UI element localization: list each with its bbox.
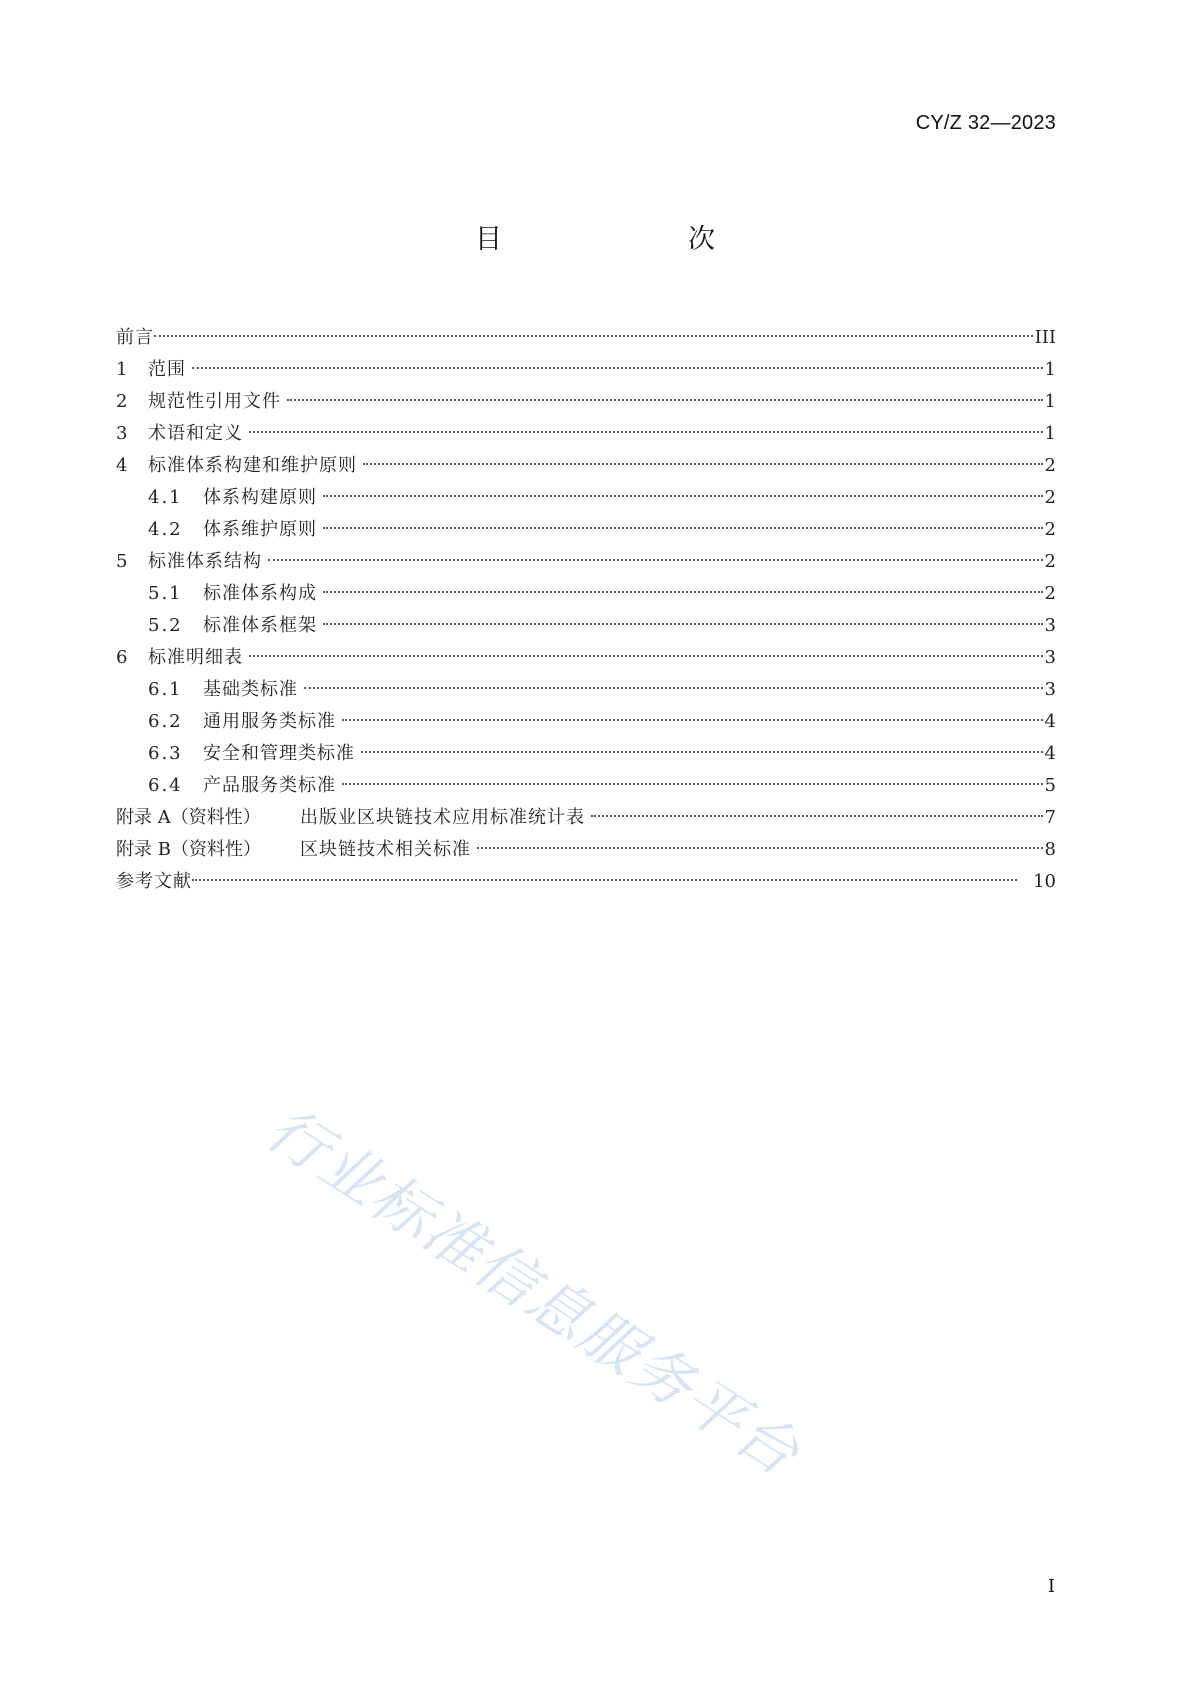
toc-leader-dots — [477, 847, 1043, 849]
toc-page-number: 3 — [1044, 615, 1056, 636]
toc-leader-dots — [192, 879, 1017, 881]
toc-entry-number: 2 — [116, 391, 128, 412]
toc-entry-title: 区块链技术相关标准 — [300, 839, 471, 860]
toc-page-number: 1 — [1044, 423, 1056, 444]
toc-entry-3[interactable] — [116, 418, 1056, 450]
toc-page-number: 7 — [1044, 807, 1056, 828]
toc-title: 目 次 — [475, 224, 759, 255]
toc-entry-4[interactable] — [116, 450, 1056, 482]
toc-page-number: 5 — [1044, 775, 1056, 796]
toc-entry-title: 通用服务类标准 — [203, 711, 336, 732]
toc-entry-4-1[interactable] — [116, 482, 1056, 514]
toc-entry-title: 基础类标准 — [203, 679, 298, 700]
toc-leader-dots — [591, 815, 1043, 817]
toc-entry-title: 体系构建原则 — [203, 487, 317, 508]
toc-appendix-label: 附录 A（资料性） — [116, 807, 261, 828]
toc-entry-number: 6.4 — [148, 775, 183, 796]
toc-page-number: 2 — [1044, 519, 1056, 540]
toc-entry-4-2[interactable] — [116, 514, 1056, 546]
watermark: 行业标准信息服务平台 — [253, 1093, 812, 1491]
toc-leader-dots — [363, 463, 1043, 465]
toc-entry-title: 术语和定义 — [148, 423, 243, 444]
toc-entry-6-4[interactable] — [116, 770, 1056, 802]
toc-entry-title: 标准体系框架 — [203, 615, 317, 636]
toc-entry-title: 前言 — [116, 327, 154, 348]
toc-page-number: 2 — [1044, 487, 1056, 508]
toc-entry-number: 4 — [116, 455, 128, 476]
toc-entry-number: 3 — [116, 423, 128, 444]
toc-leader-dots — [323, 623, 1043, 625]
toc-page-number: III — [1034, 327, 1056, 348]
toc-entry-6-3[interactable] — [116, 738, 1056, 770]
standard-code: CY/Z 32—2023 — [915, 112, 1056, 134]
toc-page-number: 8 — [1044, 839, 1056, 860]
toc-entry-title: 标准明细表 — [148, 647, 243, 668]
toc-page-number: 2 — [1044, 583, 1056, 604]
toc-entry-title: 范围 — [148, 359, 186, 380]
toc-leader-dots — [342, 719, 1043, 721]
toc-page-number: 1 — [1044, 359, 1056, 380]
toc-entry-5-1[interactable] — [116, 578, 1056, 610]
toc-leader-dots — [323, 527, 1043, 529]
toc-entry-6[interactable] — [116, 642, 1056, 674]
toc-entry-title: 参考文献 — [116, 871, 192, 892]
toc-leader-dots — [249, 655, 1043, 657]
toc-entry-number: 5.1 — [148, 583, 183, 604]
toc-entry-5[interactable] — [116, 546, 1056, 578]
toc-entry-number: 5.2 — [148, 615, 183, 636]
toc-entry-appendix-a[interactable] — [116, 802, 1056, 834]
toc-entry-1[interactable] — [116, 354, 1056, 386]
toc-page-number: 4 — [1044, 711, 1056, 732]
toc-entry-2[interactable] — [116, 386, 1056, 418]
table-of-contents — [116, 322, 1056, 898]
toc-leader-dots — [287, 399, 1043, 401]
toc-entry-number: 4.1 — [148, 487, 183, 508]
toc-entry-title: 体系维护原则 — [203, 519, 317, 540]
toc-leader-dots — [154, 335, 1033, 337]
toc-entry-title: 产品服务类标准 — [203, 775, 336, 796]
toc-page-number: 2 — [1044, 455, 1056, 476]
toc-entry-title: 标准体系构建和维护原则 — [148, 455, 357, 476]
toc-entry-number: 6.1 — [148, 679, 183, 700]
toc-leader-dots — [268, 559, 1043, 561]
toc-page-number: 1 — [1044, 391, 1056, 412]
toc-entry-5-2[interactable] — [116, 610, 1056, 642]
toc-entry-number: 6.3 — [148, 743, 183, 764]
toc-entry-6-2[interactable] — [116, 706, 1056, 738]
toc-leader-dots — [361, 751, 1043, 753]
toc-leader-dots — [249, 431, 1043, 433]
toc-page-number: 3 — [1044, 647, 1056, 668]
toc-entry-foreword[interactable] — [116, 322, 1056, 354]
toc-leader-dots — [304, 687, 1043, 689]
toc-page-number: 4 — [1044, 743, 1056, 764]
toc-entry-number: 6.2 — [148, 711, 183, 732]
toc-page-number: 3 — [1044, 679, 1056, 700]
toc-entry-title: 安全和管理类标准 — [203, 743, 355, 764]
toc-entry-references[interactable] — [116, 866, 1056, 898]
toc-entry-6-1[interactable] — [116, 674, 1056, 706]
toc-entry-number: 5 — [116, 551, 128, 572]
toc-entry-title: 标准体系构成 — [203, 583, 317, 604]
toc-page-number: 10 — [1033, 871, 1056, 892]
toc-entry-number: 1 — [116, 359, 128, 380]
toc-entry-appendix-b[interactable] — [116, 834, 1056, 866]
toc-entry-number: 6 — [116, 647, 128, 668]
toc-entry-title: 标准体系结构 — [148, 551, 262, 572]
toc-leader-dots — [323, 495, 1043, 497]
toc-page-number: 2 — [1044, 551, 1056, 572]
toc-entry-title: 出版业区块链技术应用标准统计表 — [300, 807, 585, 828]
toc-appendix-label: 附录 B（资料性） — [116, 839, 261, 860]
toc-leader-dots — [342, 783, 1043, 785]
page-number: I — [1047, 1576, 1055, 1597]
toc-leader-dots — [323, 591, 1043, 593]
toc-entry-number: 4.2 — [148, 519, 183, 540]
toc-entry-title: 规范性引用文件 — [148, 391, 281, 412]
toc-leader-dots — [192, 367, 1043, 369]
